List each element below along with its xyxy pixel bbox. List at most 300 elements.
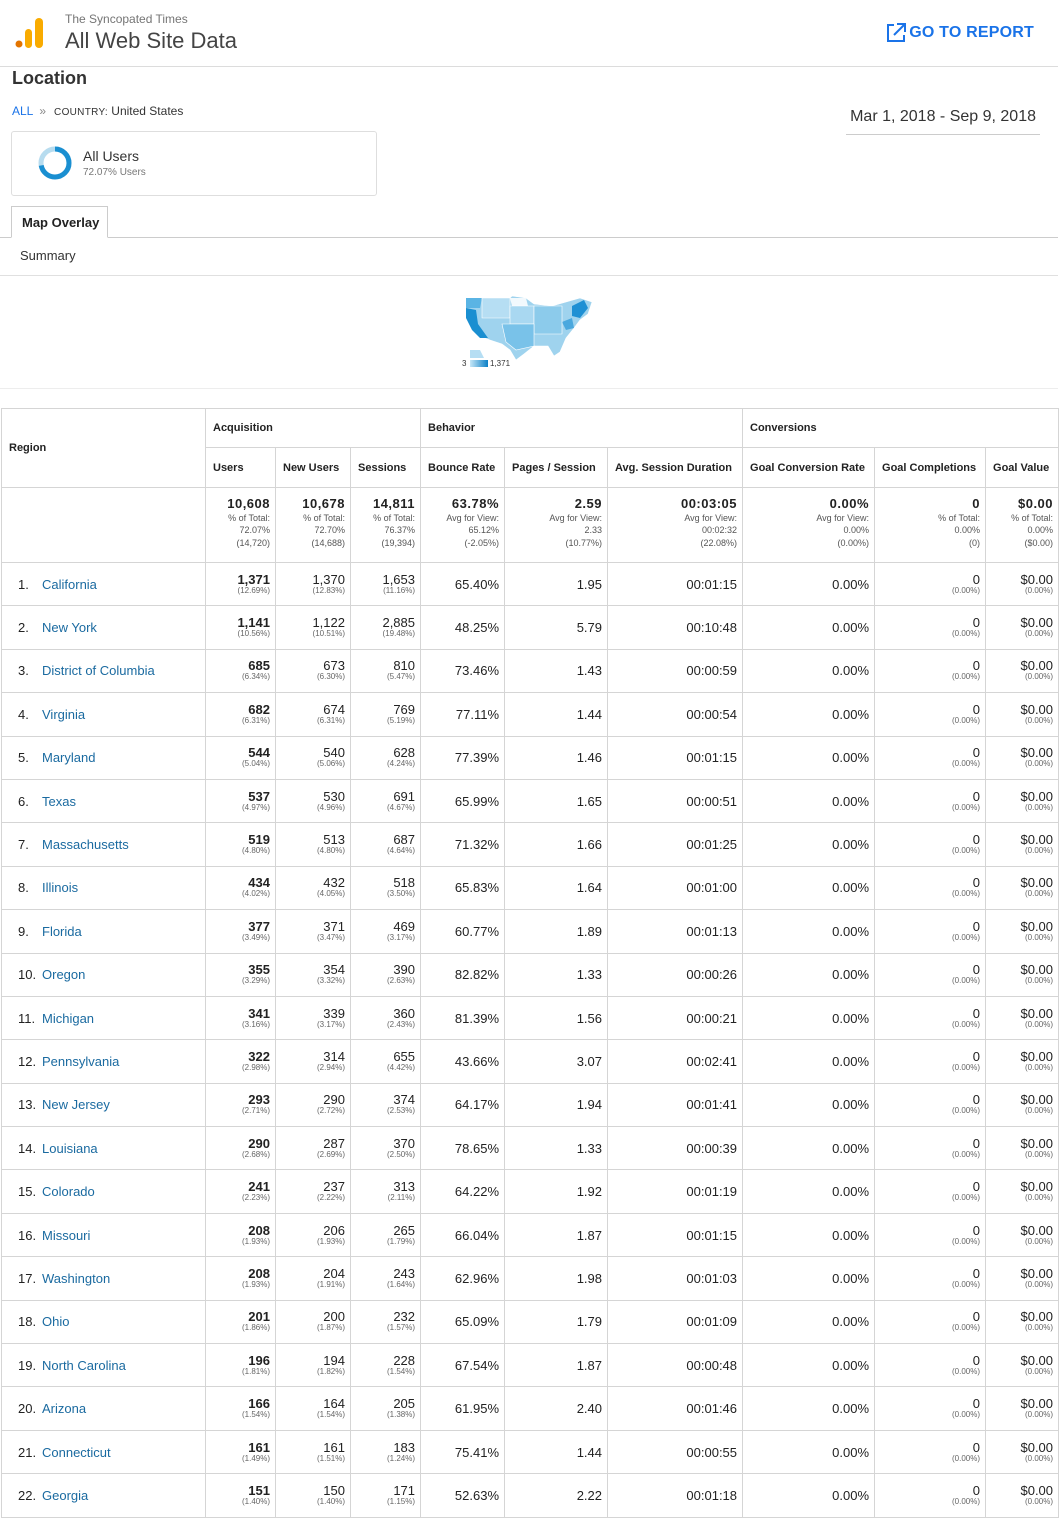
- table-row: [2, 779, 1059, 822]
- users-cell: 293 (2.71%): [206, 1083, 276, 1126]
- region-link[interactable]: Pennsylvania: [42, 1053, 120, 1069]
- col-sessions[interactable]: Sessions: [351, 448, 421, 488]
- new-users-cell: 540 (5.06%): [276, 736, 351, 779]
- sessions-cell: 655 (4.42%): [351, 1040, 421, 1083]
- row-index: 12.: [18, 1053, 37, 1069]
- goal-conversion-cell: 0.00%: [743, 779, 875, 822]
- sessions-cell: 518 (3.50%): [351, 866, 421, 909]
- goal-value-cell: $0.00 (0.00%): [986, 1474, 1059, 1517]
- session-duration-cell: 00:01:13: [608, 910, 743, 953]
- region-link[interactable]: Maryland: [42, 750, 96, 766]
- goal-value-cell: $0.00 (0.00%): [986, 606, 1059, 649]
- goal-value-cell: $0.00 (0.00%): [986, 996, 1059, 1039]
- session-duration-cell: 00:00:55: [608, 1430, 743, 1473]
- row-index: 16.: [18, 1227, 37, 1243]
- table-row: [2, 1474, 1059, 1517]
- region-cell: [2, 693, 206, 736]
- bounce-rate-cell: 77.11%: [421, 693, 505, 736]
- table-row: [2, 910, 1059, 953]
- col-goal-value[interactable]: Goal Value: [986, 448, 1059, 488]
- table-row: [2, 1257, 1059, 1300]
- users-cell: 161 (1.49%): [206, 1430, 276, 1473]
- table-row: [2, 996, 1059, 1039]
- new-users-cell: 513 (4.80%): [276, 823, 351, 866]
- sessions-cell: 313 (2.11%): [351, 1170, 421, 1213]
- sessions-cell: 810 (5.47%): [351, 649, 421, 692]
- table-row: [2, 606, 1059, 649]
- goal-completions-cell: 0 (0.00%): [875, 1344, 986, 1387]
- go-to-report-label: GO TO REPORT: [909, 24, 1034, 41]
- table-row: [2, 823, 1059, 866]
- report-header: [0, 0, 1058, 67]
- row-index: 1.: [18, 576, 29, 592]
- region-cell: [2, 996, 206, 1039]
- region-cell: [2, 563, 206, 606]
- pages-session-cell: 1.94: [505, 1083, 608, 1126]
- goal-value-cell: $0.00 (0.00%): [986, 736, 1059, 779]
- pages-session-cell: 1.33: [505, 953, 608, 996]
- row-index: 5.: [18, 750, 29, 766]
- totals-row: [2, 488, 1059, 563]
- summary-tab[interactable]: Summary: [20, 248, 76, 263]
- goal-completions-cell: 0 (0.00%): [875, 1040, 986, 1083]
- breadcrumb-dimension: COUNTRY:: [54, 107, 108, 118]
- users-cell: 519 (4.80%): [206, 823, 276, 866]
- goal-completions-cell: 0 (0.00%): [875, 953, 986, 996]
- new-users-cell: 164 (1.54%): [276, 1387, 351, 1430]
- session-duration-cell: 00:00:26: [608, 953, 743, 996]
- users-cell: 322 (2.98%): [206, 1040, 276, 1083]
- table-row: [2, 693, 1059, 736]
- sessions-cell: 228 (1.54%): [351, 1344, 421, 1387]
- bounce-rate-cell: 81.39%: [421, 996, 505, 1039]
- segment-percentage: 72.07% Users: [83, 167, 146, 178]
- goal-value-cell: $0.00 (0.00%): [986, 693, 1059, 736]
- row-index: 17.: [18, 1270, 37, 1286]
- segment-name: All Users: [83, 148, 140, 164]
- row-index: 7.: [18, 837, 29, 853]
- region-link[interactable]: Virginia: [42, 706, 86, 722]
- table-row: [2, 1040, 1059, 1083]
- pages-session-cell: 1.56: [505, 996, 608, 1039]
- region-link[interactable]: Michigan: [42, 1010, 95, 1026]
- pages-session-cell: 1.79: [505, 1300, 608, 1343]
- goal-conversion-cell: 0.00%: [743, 910, 875, 953]
- goal-value-cell: $0.00 (0.00%): [986, 1344, 1059, 1387]
- col-pages-per-session[interactable]: Pages / Session: [505, 448, 608, 488]
- goal-completions-cell: 0 (0.00%): [875, 910, 986, 953]
- goal-conversion-cell: 0.00%: [743, 1170, 875, 1213]
- new-users-cell: 287 (2.69%): [276, 1127, 351, 1170]
- map-legend-min: 3: [462, 359, 467, 368]
- session-duration-cell: 00:01:46: [608, 1387, 743, 1430]
- goal-value-cell: $0.00 (0.00%): [986, 779, 1059, 822]
- bounce-rate-cell: 60.77%: [421, 910, 505, 953]
- goal-completions-cell: 0 (0.00%): [875, 1127, 986, 1170]
- goal-value-cell: $0.00 (0.00%): [986, 1257, 1059, 1300]
- bounce-rate-cell: 77.39%: [421, 736, 505, 779]
- session-duration-cell: 00:00:59: [608, 649, 743, 692]
- goal-value-cell: $0.00 (0.00%): [986, 1300, 1059, 1343]
- region-cell: [2, 1083, 206, 1126]
- pages-session-cell: 1.44: [505, 1430, 608, 1473]
- goal-completions-cell: 0 (0.00%): [875, 996, 986, 1039]
- region-cell: [2, 1213, 206, 1256]
- new-users-cell: 161 (1.51%): [276, 1430, 351, 1473]
- col-users[interactable]: Users: [206, 448, 276, 488]
- col-goal-completions[interactable]: Goal Completions: [875, 448, 986, 488]
- goal-conversion-cell: 0.00%: [743, 953, 875, 996]
- region-link[interactable]: Ohio: [42, 1314, 70, 1330]
- session-duration-cell: 00:00:48: [608, 1344, 743, 1387]
- region-cell: [2, 953, 206, 996]
- table-row: [2, 736, 1059, 779]
- region-cell: [2, 1474, 206, 1517]
- totals-region-cell: [2, 488, 206, 563]
- row-index: 4.: [18, 706, 29, 722]
- region-link[interactable]: Washington: [42, 1270, 111, 1286]
- goal-conversion-cell: 0.00%: [743, 736, 875, 779]
- total-cell: 10,608 % of Total: 72.07% (14,720): [206, 488, 276, 563]
- total-cell: 0.00% Avg for View: 0.00% (0.00%): [743, 488, 875, 563]
- pages-session-cell: 1.92: [505, 1170, 608, 1213]
- conversions-group-header: Conversions: [743, 409, 1059, 448]
- goal-completions-cell: 0 (0.00%): [875, 1474, 986, 1517]
- sessions-cell: 390 (2.63%): [351, 953, 421, 996]
- go-to-report-link[interactable]: [885, 22, 1034, 44]
- row-index: 21.: [18, 1444, 37, 1460]
- users-cell: 208 (1.93%): [206, 1213, 276, 1256]
- bounce-rate-cell: 43.66%: [421, 1040, 505, 1083]
- session-duration-cell: 00:01:25: [608, 823, 743, 866]
- breadcrumb: [12, 104, 183, 118]
- bounce-rate-cell: 67.54%: [421, 1344, 505, 1387]
- pages-session-cell: 1.89: [505, 910, 608, 953]
- region-cell: [2, 866, 206, 909]
- tab-divider: [0, 237, 1058, 238]
- map-divider: [0, 388, 1058, 389]
- total-cell: 0 % of Total: 0.00% (0): [875, 488, 986, 563]
- new-users-cell: 432 (4.05%): [276, 866, 351, 909]
- users-cell: 151 (1.40%): [206, 1474, 276, 1517]
- bounce-rate-cell: 75.41%: [421, 1430, 505, 1473]
- total-cell: 00:03:05 Avg for View: 00:02:32 (22.08%): [608, 488, 743, 563]
- pages-session-cell: 1.43: [505, 649, 608, 692]
- col-new-users[interactable]: New Users: [276, 448, 351, 488]
- goal-value-cell: $0.00 (0.00%): [986, 1083, 1059, 1126]
- users-cell: 166 (1.54%): [206, 1387, 276, 1430]
- bounce-rate-cell: 52.63%: [421, 1474, 505, 1517]
- col-bounce-rate[interactable]: Bounce Rate: [421, 448, 505, 488]
- region-link[interactable]: District of Columbia: [42, 663, 155, 679]
- goal-completions-cell: 0 (0.00%): [875, 563, 986, 606]
- session-duration-cell: 00:01:41: [608, 1083, 743, 1126]
- region-link[interactable]: North Carolina: [42, 1357, 126, 1373]
- session-duration-cell: 00:01:00: [608, 866, 743, 909]
- new-users-cell: 674 (6.31%): [276, 693, 351, 736]
- goal-conversion-cell: 0.00%: [743, 1083, 875, 1126]
- sessions-cell: 374 (2.53%): [351, 1083, 421, 1126]
- goal-conversion-cell: 0.00%: [743, 1387, 875, 1430]
- row-index: 3.: [18, 663, 29, 679]
- new-users-cell: 673 (6.30%): [276, 649, 351, 692]
- sessions-cell: 171 (1.15%): [351, 1474, 421, 1517]
- row-index: 15.: [18, 1184, 37, 1200]
- row-index: 14.: [18, 1140, 37, 1156]
- users-cell: 341 (3.16%): [206, 996, 276, 1039]
- region-link[interactable]: California: [42, 576, 97, 592]
- region-cell: [2, 1257, 206, 1300]
- table-row: [2, 1127, 1059, 1170]
- row-index: 9.: [18, 923, 29, 939]
- breadcrumb-separator: »: [39, 104, 47, 118]
- new-users-cell: 290 (2.72%): [276, 1083, 351, 1126]
- goal-completions-cell: 0 (0.00%): [875, 779, 986, 822]
- goal-value-cell: $0.00 (0.00%): [986, 823, 1059, 866]
- goal-conversion-cell: 0.00%: [743, 996, 875, 1039]
- region-cell: [2, 606, 206, 649]
- region-link[interactable]: New York: [42, 620, 97, 636]
- region-link[interactable]: Oregon: [42, 967, 86, 983]
- new-users-cell: 150 (1.40%): [276, 1474, 351, 1517]
- region-cell: [2, 736, 206, 779]
- segment-card[interactable]: [11, 131, 377, 196]
- pages-session-cell: 1.66: [505, 823, 608, 866]
- goal-completions-cell: 0 (0.00%): [875, 1300, 986, 1343]
- session-duration-cell: 00:00:21: [608, 996, 743, 1039]
- users-cell: 434 (4.02%): [206, 866, 276, 909]
- pages-session-cell: 1.65: [505, 779, 608, 822]
- map-legend-max: 1,371: [490, 359, 511, 368]
- bounce-rate-cell: 64.17%: [421, 1083, 505, 1126]
- region-cell: [2, 1040, 206, 1083]
- new-users-cell: 354 (3.32%): [276, 953, 351, 996]
- table-row: [2, 649, 1059, 692]
- region-data-table: [1, 408, 1059, 1518]
- pages-session-cell: 3.07: [505, 1040, 608, 1083]
- session-duration-cell: 00:01:15: [608, 736, 743, 779]
- us-map-overlay[interactable]: [462, 294, 594, 360]
- region-cell: [2, 910, 206, 953]
- region-link[interactable]: Massachusetts: [42, 837, 129, 853]
- region-cell: [2, 1127, 206, 1170]
- goal-value-cell: $0.00 (0.00%): [986, 866, 1059, 909]
- region-link[interactable]: Louisiana: [42, 1140, 98, 1156]
- col-avg-session-duration[interactable]: Avg. Session Duration: [608, 448, 743, 488]
- bounce-rate-cell: 82.82%: [421, 953, 505, 996]
- bounce-rate-cell: 66.04%: [421, 1213, 505, 1256]
- pages-session-cell: 1.87: [505, 1213, 608, 1256]
- users-cell: 290 (2.68%): [206, 1127, 276, 1170]
- new-users-cell: 200 (1.87%): [276, 1300, 351, 1343]
- region-cell: [2, 1430, 206, 1473]
- acquisition-group-header: Acquisition: [206, 409, 421, 448]
- region-cell: [2, 779, 206, 822]
- sessions-cell: 183 (1.24%): [351, 1430, 421, 1473]
- sessions-cell: 360 (2.43%): [351, 996, 421, 1039]
- pages-session-cell: 1.87: [505, 1344, 608, 1387]
- session-duration-cell: 00:01:15: [608, 1213, 743, 1256]
- goal-conversion-cell: 0.00%: [743, 1300, 875, 1343]
- view-name: All Web Site Data: [65, 28, 238, 53]
- goal-completions-cell: 0 (0.00%): [875, 866, 986, 909]
- bounce-rate-cell: 65.99%: [421, 779, 505, 822]
- goal-completions-cell: 0 (0.00%): [875, 693, 986, 736]
- row-index: 13.: [18, 1097, 37, 1113]
- region-link[interactable]: Missouri: [42, 1227, 91, 1243]
- users-cell: 377 (3.49%): [206, 910, 276, 953]
- goal-completions-cell: 0 (0.00%): [875, 1083, 986, 1126]
- breadcrumb-all-link[interactable]: ALL: [12, 104, 34, 118]
- pages-session-cell: 1.95: [505, 563, 608, 606]
- goal-conversion-cell: 0.00%: [743, 1127, 875, 1170]
- breadcrumb-value: United States: [111, 104, 184, 118]
- goal-value-cell: $0.00 (0.00%): [986, 1040, 1059, 1083]
- goal-completions-cell: 0 (0.00%): [875, 1170, 986, 1213]
- open-external-icon: [885, 22, 907, 44]
- row-index: 19.: [18, 1357, 37, 1373]
- goal-conversion-cell: 0.00%: [743, 1040, 875, 1083]
- bounce-rate-cell: 78.65%: [421, 1127, 505, 1170]
- table-row: [2, 1387, 1059, 1430]
- total-cell: $0.00 % of Total: 0.00% ($0.00): [986, 488, 1059, 563]
- table-row: [2, 866, 1059, 909]
- region-cell: [2, 823, 206, 866]
- goal-completions-cell: 0 (0.00%): [875, 606, 986, 649]
- users-cell: 685 (6.34%): [206, 649, 276, 692]
- pages-session-cell: 1.44: [505, 693, 608, 736]
- goal-conversion-cell: 0.00%: [743, 1257, 875, 1300]
- goal-value-cell: $0.00 (0.00%): [986, 1213, 1059, 1256]
- new-users-cell: 237 (2.22%): [276, 1170, 351, 1213]
- goal-value-cell: $0.00 (0.00%): [986, 649, 1059, 692]
- goal-value-cell: $0.00 (0.00%): [986, 953, 1059, 996]
- new-users-cell: 530 (4.96%): [276, 779, 351, 822]
- goal-conversion-cell: 0.00%: [743, 823, 875, 866]
- bounce-rate-cell: 65.40%: [421, 563, 505, 606]
- summary-divider: [0, 275, 1058, 276]
- region-link[interactable]: Texas: [42, 793, 76, 809]
- row-index: 2.: [18, 620, 29, 636]
- date-range-picker[interactable]: Mar 1, 2018 - Sep 9, 2018: [846, 106, 1040, 135]
- region-link[interactable]: Georgia: [42, 1487, 89, 1503]
- table-row: [2, 1213, 1059, 1256]
- new-users-cell: 1,122 (10.51%): [276, 606, 351, 649]
- row-index: 10.: [18, 967, 37, 983]
- region-link[interactable]: Connecticut: [42, 1444, 111, 1460]
- goal-value-cell: $0.00 (0.00%): [986, 1430, 1059, 1473]
- behavior-group-header: Behavior: [421, 409, 743, 448]
- bounce-rate-cell: 71.32%: [421, 823, 505, 866]
- goal-conversion-cell: 0.00%: [743, 1430, 875, 1473]
- users-cell: 196 (1.81%): [206, 1344, 276, 1387]
- pages-session-cell: 1.64: [505, 866, 608, 909]
- goal-conversion-cell: 0.00%: [743, 1474, 875, 1517]
- users-cell: 355 (3.29%): [206, 953, 276, 996]
- sessions-cell: 370 (2.50%): [351, 1127, 421, 1170]
- table-row: [2, 1344, 1059, 1387]
- bounce-rate-cell: 65.09%: [421, 1300, 505, 1343]
- new-users-cell: 339 (3.17%): [276, 996, 351, 1039]
- region-link[interactable]: Florida: [42, 923, 82, 939]
- goal-value-cell: $0.00 (0.00%): [986, 563, 1059, 606]
- sessions-cell: 469 (3.17%): [351, 910, 421, 953]
- region-header[interactable]: Region: [2, 409, 206, 488]
- row-index: 20.: [18, 1401, 37, 1417]
- total-cell: 10,678 % of Total: 72.70% (14,688): [276, 488, 351, 563]
- region-link[interactable]: New Jersey: [42, 1097, 110, 1113]
- sessions-cell: 1,653 (11.16%): [351, 563, 421, 606]
- users-cell: 201 (1.86%): [206, 1300, 276, 1343]
- region-cell: [2, 1344, 206, 1387]
- session-duration-cell: 00:01:03: [608, 1257, 743, 1300]
- row-index: 18.: [18, 1314, 37, 1330]
- session-duration-cell: 00:01:15: [608, 563, 743, 606]
- users-cell: 1,371 (12.69%): [206, 563, 276, 606]
- segment-donut-icon: [38, 146, 72, 180]
- region-cell: [2, 1387, 206, 1430]
- total-cell: 63.78% Avg for View: 65.12% (-2.05%): [421, 488, 505, 563]
- goal-completions-cell: 0 (0.00%): [875, 1257, 986, 1300]
- goal-conversion-cell: 0.00%: [743, 606, 875, 649]
- users-cell: 537 (4.97%): [206, 779, 276, 822]
- session-duration-cell: 00:01:19: [608, 1170, 743, 1213]
- row-index: 8.: [18, 880, 29, 896]
- analytics-logo-icon: [15, 17, 45, 49]
- goal-conversion-cell: 0.00%: [743, 1213, 875, 1256]
- goal-completions-cell: 0 (0.00%): [875, 1213, 986, 1256]
- region-link[interactable]: Illinois: [42, 880, 79, 896]
- table-row: [2, 563, 1059, 606]
- users-cell: 1,141 (10.56%): [206, 606, 276, 649]
- goal-completions-cell: 0 (0.00%): [875, 1430, 986, 1473]
- col-goal-conversion-rate[interactable]: Goal Conversion Rate: [743, 448, 875, 488]
- goal-value-cell: $0.00 (0.00%): [986, 1127, 1059, 1170]
- session-duration-cell: 00:01:18: [608, 1474, 743, 1517]
- table-row: [2, 1300, 1059, 1343]
- bounce-rate-cell: 64.22%: [421, 1170, 505, 1213]
- goal-conversion-cell: 0.00%: [743, 693, 875, 736]
- pages-session-cell: 1.46: [505, 736, 608, 779]
- session-duration-cell: 00:02:41: [608, 1040, 743, 1083]
- page-title: Location: [12, 68, 87, 88]
- sessions-cell: 205 (1.38%): [351, 1387, 421, 1430]
- bounce-rate-cell: 65.83%: [421, 866, 505, 909]
- new-users-cell: 194 (1.82%): [276, 1344, 351, 1387]
- new-users-cell: 314 (2.94%): [276, 1040, 351, 1083]
- region-cell: [2, 649, 206, 692]
- session-duration-cell: 00:00:54: [608, 693, 743, 736]
- region-link[interactable]: Arizona: [42, 1401, 87, 1417]
- goal-completions-cell: 0 (0.00%): [875, 823, 986, 866]
- users-cell: 241 (2.23%): [206, 1170, 276, 1213]
- region-link[interactable]: Colorado: [42, 1184, 95, 1200]
- sessions-cell: 769 (5.19%): [351, 693, 421, 736]
- tab-map-overlay[interactable]: Map Overlay: [11, 206, 108, 238]
- pages-session-cell: 1.33: [505, 1127, 608, 1170]
- users-cell: 544 (5.04%): [206, 736, 276, 779]
- pages-session-cell: 5.79: [505, 606, 608, 649]
- total-cell: 2.59 Avg for View: 2.33 (10.77%): [505, 488, 608, 563]
- bounce-rate-cell: 73.46%: [421, 649, 505, 692]
- pages-session-cell: 2.22: [505, 1474, 608, 1517]
- new-users-cell: 206 (1.93%): [276, 1213, 351, 1256]
- new-users-cell: 1,370 (12.83%): [276, 563, 351, 606]
- goal-completions-cell: 0 (0.00%): [875, 736, 986, 779]
- bounce-rate-cell: 61.95%: [421, 1387, 505, 1430]
- region-cell: [2, 1170, 206, 1213]
- users-cell: 682 (6.31%): [206, 693, 276, 736]
